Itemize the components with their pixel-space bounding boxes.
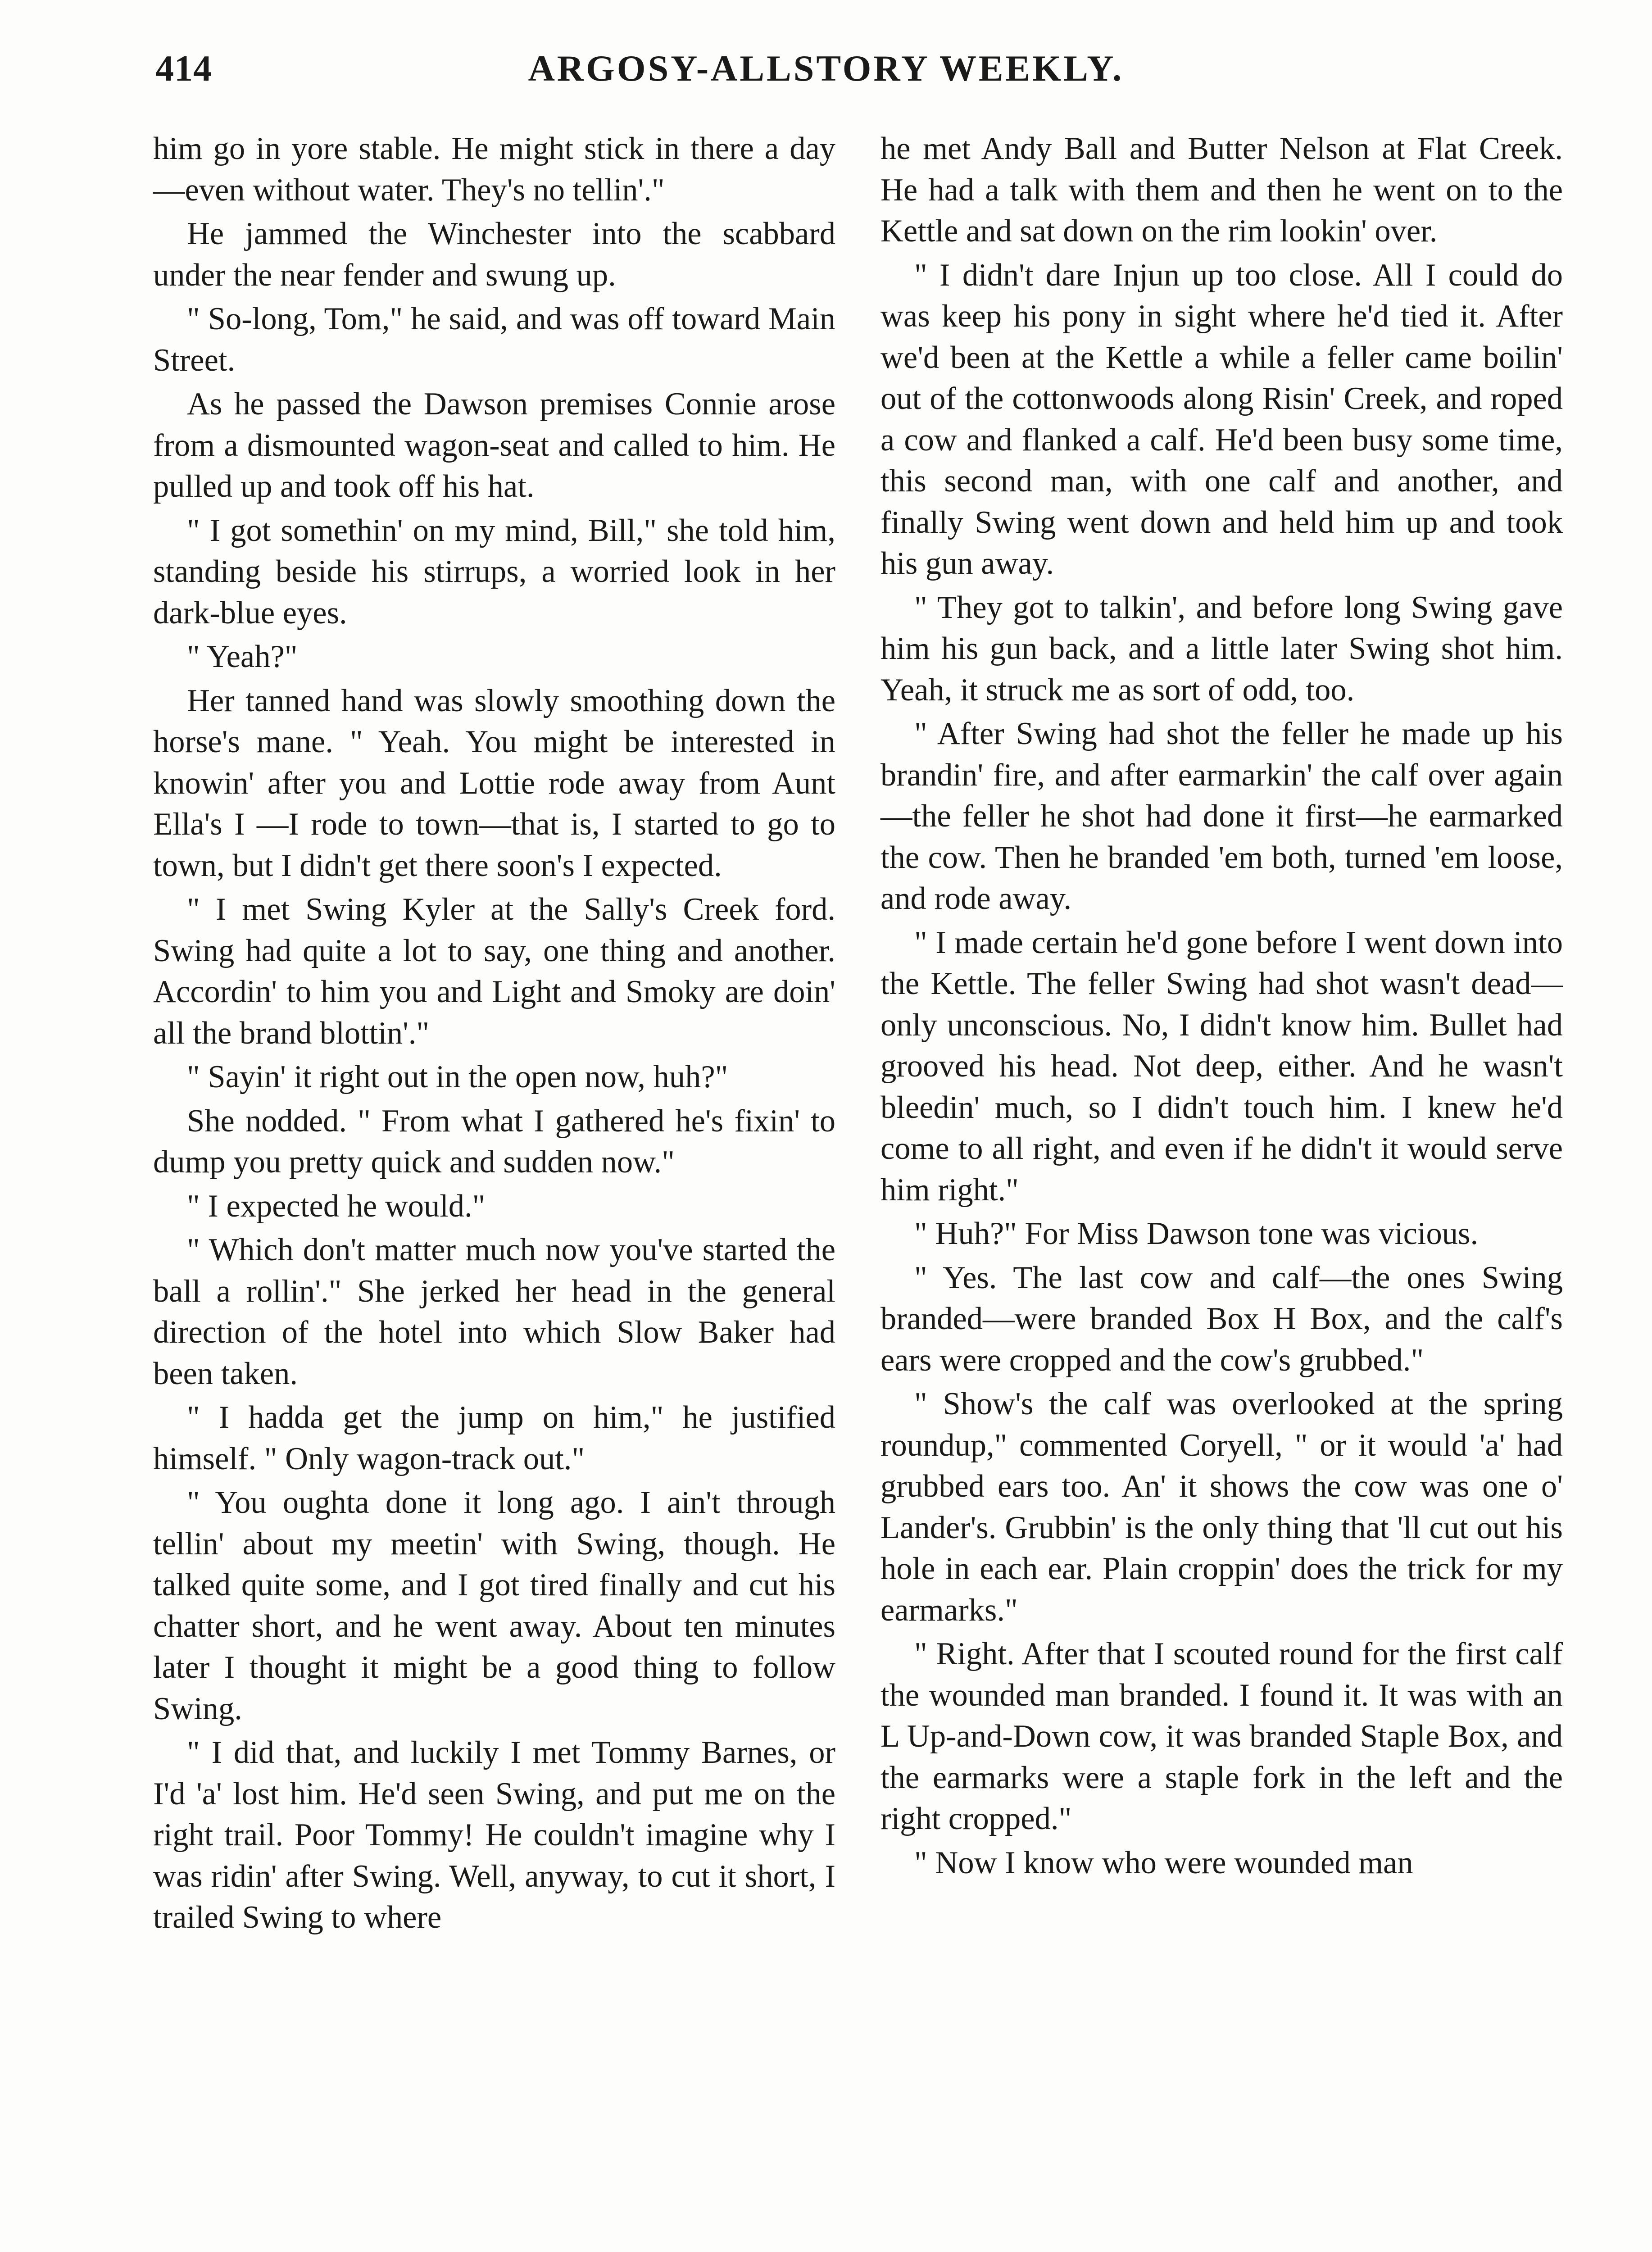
right-column [880, 128, 1563, 1886]
paragraph: " You oughta done it long ago. I ain't through tellin' about my meetin' with Swing, though. He talked quite some, and I got tired finally and cut his chatter short, and he went away. About ten minutes later I thought it might be a good thing to follow Swing. [153, 1485, 835, 1726]
paragraph: " After Swing had shot the feller he made up his brandin' fire, and after earmarkin' the calf over again—the feller he shot had done it first—he earmarked the cow. Then he branded 'em both, turned 'em loose, and rode away. [880, 716, 1563, 916]
paragraph: As he passed the Dawson premises Connie arose from a dismounted wagon-seat and called to him. He pulled up and took off his hat. [153, 386, 835, 504]
running-head: ARGOSY-ALLSTORY WEEKLY. [528, 48, 1124, 89]
paragraph: " Right. After that I scouted round for the first calf the wounded man branded. I found it. It was with an L Up-and-Down cow, it was branded Staple Box, and the earmarks were a staple fork in the left and the right cropped." [880, 1636, 1563, 1836]
paragraph: " Yes. The last cow and calf—the ones Swing branded—were branded Box H Box, and the calf's ears were cropped and the cow's grubbed." [880, 1260, 1563, 1378]
page-header [0, 47, 1652, 97]
paragraph: " Huh?" For Miss Dawson tone was vicious. [914, 1216, 1479, 1251]
paragraph: " I hadda get the jump on him," he justified himself. " Only wagon-track out." [153, 1400, 835, 1476]
paragraph: " Which don't matter much now you've started the ball a rollin'." She jerked her head in the general direction of the hotel into which Slow Baker had been taken. [153, 1232, 835, 1391]
paragraph: " So-long, Tom," he said, and was off toward Main Street. [153, 301, 835, 378]
paragraph: He jammed the Winchester into the scabbard under the near fender and swung up. [153, 216, 835, 293]
paragraph: She nodded. " From what I gathered he's fixin' to dump you pretty quick and sudden now." [153, 1103, 835, 1180]
paragraph: " I met Swing Kyler at the Sally's Creek ford. Swing had quite a lot to say, one thing and another. Accordin' to him you and Light and Smoky are doin' all the brand blottin'." [153, 892, 835, 1051]
paragraph: him go in yore stable. He might stick in there a day—even without water. They's no tellin'." [153, 131, 835, 208]
paragraph: " I did that, and luckily I met Tommy Barnes, or I'd 'a' lost him. He'd seen Swing, and put me on the right trail. Poor Tommy! He couldn't imagine why I was ridin' after Swing. Well, anyway, to cut it short, I trailed Swing to where [153, 1735, 835, 1935]
paragraph: " Sayin' it right out in the open now, huh?" [187, 1059, 728, 1094]
page-number: 414 [155, 48, 212, 89]
paragraph: " I didn't dare Injun up too close. All I could do was keep his pony in sight where he'd tied it. After we'd been at the Kettle a while a feller came boilin' out of the cottonwoods along Risin' Creek, and roped a cow and flanked a calf. He'd been busy some time, this second man, with one calf and another, and finally Swing went down and held him up and took his gun away. [880, 257, 1563, 581]
paragraph: " I expected he would." [187, 1188, 486, 1224]
left-column [153, 128, 835, 1941]
paragraph: " Now I know who were wounded man [914, 1845, 1413, 1880]
paragraph: " Yeah?" [187, 639, 298, 674]
paragraph: Her tanned hand was slowly smoothing down the horse's mane. " Yeah. You might be interested in knowin' after you and Lottie rode away from Aunt Ella's I —I rode to town—that is, I started to go to town, but I didn't get there soon's I expected. [153, 683, 835, 883]
paragraph: " I got somethin' on my mind, Bill," she told him, standing beside his stirrups, a worried look in her dark-blue eyes. [153, 513, 835, 631]
paragraph: " They got to talkin', and before long Swing gave him his gun back, and a little later Swing shot him. Yeah, it struck me as sort of odd, too. [880, 590, 1563, 708]
paragraph: " Show's the calf was overlooked at the spring roundup," commented Coryell, " or it would 'a' had grubbed ears too. An' it shows the cow was one o' Lander's. Grubbin' is the only thing that 'll cut out his hole in each ear. Plain croppin' does the trick for my earmarks." [880, 1386, 1563, 1628]
paragraph: he met Andy Ball and Butter Nelson at Flat Creek. He had a talk with them and then he went on to the Kettle and sat down on the rim lookin' over. [880, 131, 1563, 249]
paragraph: " I made certain he'd gone before I went down into the Kettle. The feller Swing had shot wasn't dead—only unconscious. No, I didn't know him. Bullet had grooved his head. Not deep, either. And he wasn't bleedin' much, so I didn't touch him. I knew he'd come to all right, and even if he didn't it would serve him right." [880, 925, 1563, 1208]
